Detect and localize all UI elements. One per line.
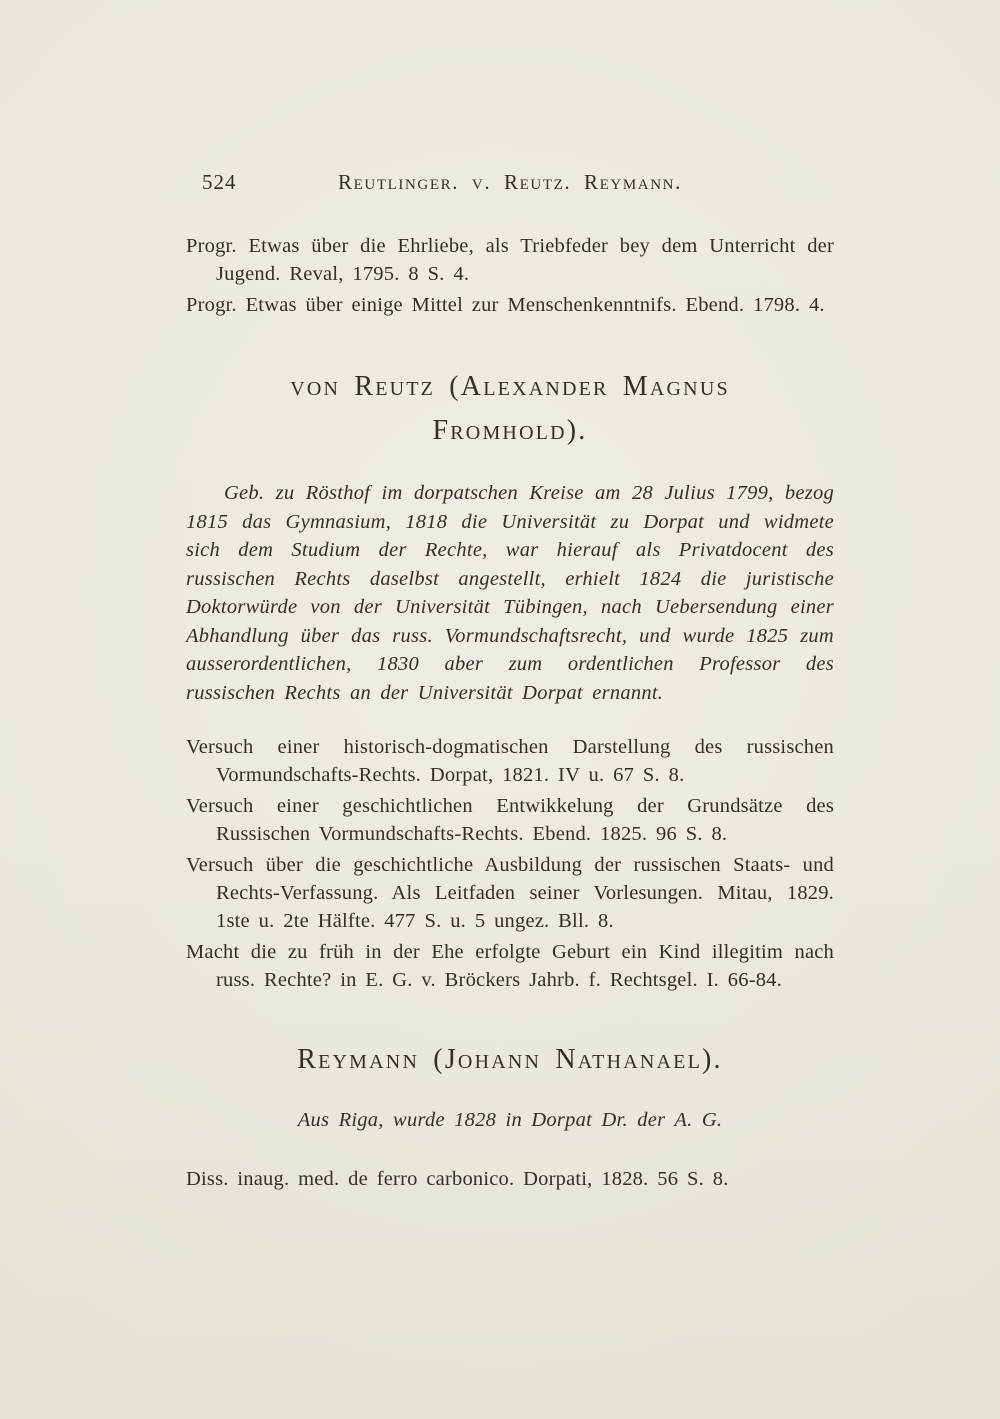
section-reymann — [186, 1038, 834, 1193]
biography-von-reutz: Geb. zu Rösthof im dorpatschen Kreise am 28 Julius 1799, bezog 1815 das Gymnasium, 1818 die Universität zu Dorpat und widmete sich dem Studium der Rechte, war hierauf als Privatdocent des russischen Rechts daselbst angestellt, erhielt 1824 die juristische Doktorwürde von der Universität Tübingen, nach Uebersendung einer Abhandlung über das russ. Vormundschaftsrecht, und wurde 1825 zum ausserordentlichen, 1830 aber zum ordentlichen Professor des russischen Rechts an der Universität Dorpat ernannt. — [186, 482, 834, 704]
bib-entry-diss: Diss. inaug. med. de ferro carbonico. Dorpati, 1828. 56 S. 8. — [186, 1167, 729, 1190]
bib-entry-work-2: Versuch einer geschichtlichen Entwikkelung der Grundsätze des Russischen Vormundschafts-Rechts. Ebend. 1825. 96 S. 8. — [186, 795, 834, 845]
bib-entry-progr-1: Progr. Etwas über die Ehrliebe, als Triebfeder bey dem Unterricht der Jugend. Reval, 1795. 8 S. 4. — [186, 235, 834, 285]
heading-line-1: von Reutz (Alexander Magnus — [290, 371, 730, 402]
bib-entry-progr-2: Progr. Etwas über einige Mittel zur Menschenkenntnifs. Ebend. 1798. 4. — [186, 294, 825, 316]
section-von-reutz — [186, 365, 834, 994]
bib-entry-work-3: Versuch über die geschichtliche Ausbildung der russischen Staats- und Rechts-Verfassung. Als Leitfaden seiner Vorlesungen. Mitau, 1829. 1ste u. 2te Hälfte. 477 S. u. 5 ungez. Bll. 8. — [186, 854, 834, 932]
running-title: Reutlinger. v. Reutz. Reymann. — [338, 170, 682, 194]
heading-line-2: Fromhold). — [432, 415, 588, 446]
running-head — [186, 170, 834, 196]
works-list-reymann — [186, 1165, 834, 1193]
entry-heading-reymann: Reymann (Johann Nathanael). — [297, 1044, 723, 1075]
top-entries-section — [186, 232, 834, 319]
works-list-von-reutz — [186, 733, 834, 994]
page-number: 524 — [202, 170, 237, 194]
biography-reymann: Aus Riga, wurde 1828 in Dorpat Dr. der A. G. — [297, 1109, 723, 1131]
entry-heading-von-reutz — [186, 365, 834, 453]
bib-entry-work-1: Versuch einer historisch-dogmatischen Darstellung des russischen Vormundschafts-Rechts. Dorpat, 1821. IV u. 67 S. 8. — [186, 736, 834, 786]
bib-entry-work-4: Macht die zu früh in der Ehe erfolgte Geburt ein Kind illegitim nach russ. Rechte? in E. G. v. Bröckers Jahrb. f. Rechtsgel. I. 66-84. — [186, 941, 834, 991]
